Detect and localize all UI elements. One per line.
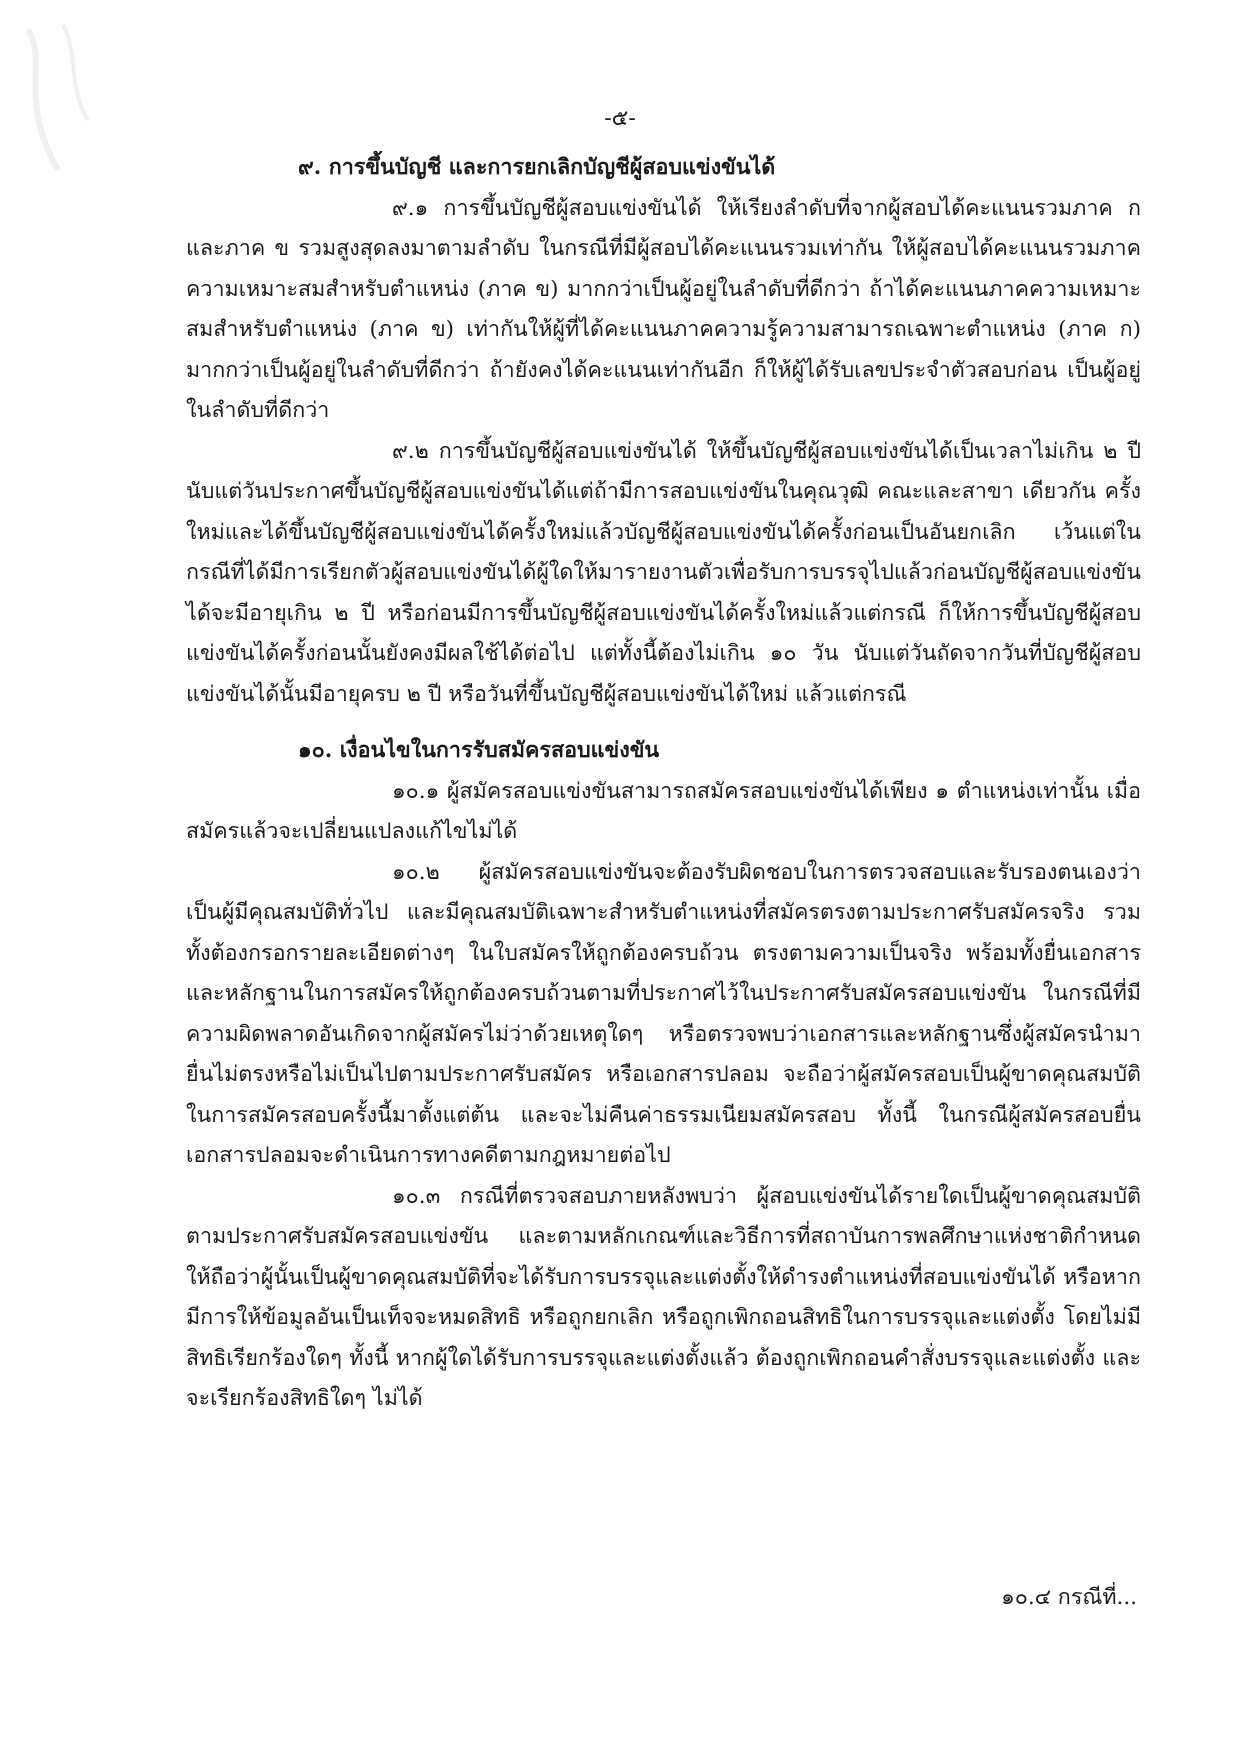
paragraph-10-2: ๑๐.๒ ผู้สมัครสอบแข่งขันจะต้องรับผิดชอบในการตรวจสอบและรับรองตนเองว่าเป็นผู้มีคุณสมบัติทั่วไป และมีคุณสมบัติเฉพาะสำหรับตำแหน่งที่สมัครตรงตามประกาศรับสมัครจริง รวมทั้งต้องกรอกรายละเอียดต่างๆ ในใบสมัครให้ถูกต้องครบถ้วน ตรงตามความเป็นจริง พร้อมทั้งยื่นเอกสารและหลักฐานในการสมัครให้ถูกต้องครบถ้วนตามที่ประกาศไว้ในประกาศรับสมัครสอบแข่งขัน ในกรณีที่มีความผิดพลาดอันเกิดจากผู้สมัครไม่ว่าด้วยเหตุใดๆ หรือตรวจพบว่าเอกสารและหลักฐานซึ่งผู้สมัครนำมายื่นไม่ตรงหรือไม่เป็นไปตามประกาศรับสมัคร หรือเอกสารปลอม จะถือว่าผู้สมัครสอบเป็นผู้ขาดคุณสมบัติในการสมัครสอบครั้งนี้มาตั้งแต่ต้น และจะไม่คืนค่าธรรมเนียมสมัครสอบ ทั้งนี้ ในกรณีผู้สมัครสอบยื่นเอกสารปลอมจะดำเนินการทางคดีตามกฎหมายต่อไป bbox=[186, 859, 1141, 1168]
page-number: -๕- bbox=[604, 106, 636, 131]
section-10 bbox=[186, 731, 1141, 1420]
document-body bbox=[186, 148, 1141, 1420]
section-heading: ๙. การขึ้นบัญชี และการยกเลิกบัญชีผู้สอบแข่งขันได้ bbox=[298, 155, 776, 180]
paragraph-10-1: ๑๐.๑ ผู้สมัครสอบแข่งขันสามารถสมัครสอบแข่งขันได้เพียง ๑ ตำแหน่งเท่านั้น เมื่อสมัครแล้วจะเปลี่ยนแปลงแก้ไขไม่ได้ bbox=[186, 778, 1141, 844]
paragraph-9-1: ๙.๑ การขึ้นบัญชีผู้สอบแข่งขันได้ ให้เรียงลำดับที่จากผู้สอบได้คะแนนรวมภาค ก และภาค ข รวมสูงสุดลงมาตามลำดับ ในกรณีที่มีผู้สอบได้คะแนนรวมเท่ากัน ให้ผู้สอบได้คะแนนรวมภาคความเหมาะสมสำหรับตำแหน่ง (ภาค ข) มากกว่าเป็นผู้อยู่ในลำดับที่ดีกว่า ถ้าได้คะแนนภาคความเหมาะสมสำหรับตำแหน่ง (ภาค ข) เท่ากันให้ผู้ที่ได้คะแนนภาคความรู้ความสามารถเฉพาะตำแหน่ง (ภาค ก) มากกว่าเป็นผู้อยู่ในลำดับที่ดีกว่า ถ้ายังคงได้คะแนนเท่ากันอีก ก็ให้ผู้ได้รับเลขประจำตัวสอบก่อน เป็นผู้อยู่ในลำดับที่ดีกว่า bbox=[186, 195, 1141, 423]
paragraph-9-2: ๙.๒ การขึ้นบัญชีผู้สอบแข่งขันได้ ให้ขึ้นบัญชีผู้สอบแข่งขันได้เป็นเวลาไม่เกิน ๒ ปี นับแต่วันประกาศขึ้นบัญชีผู้สอบแข่งขันได้แต่ถ้ามีการสอบแข่งขันในคุณวุฒิ คณะและสาขา เดียวกัน ครั้งใหม่และได้ขึ้นบัญชีผู้สอบแข่งขันได้ครั้งใหม่แล้วบัญชีผู้สอบแข่งขันได้ครั้งก่อนเป็นอันยกเลิก เว้นแต่ในกรณีที่ได้มีการเรียกตัวผู้สอบแข่งขันได้ผู้ใดให้มารายงานตัวเพื่อรับการบรรจุไปแล้วก่อนบัญชีผู้สอบแข่งขันได้จะมีอายุเกิน ๒ ปี หรือก่อนมีการขึ้นบัญชีผู้สอบแข่งขันได้ครั้งใหม่แล้วแต่กรณี ก็ให้การขึ้นบัญชีผู้สอบแข่งขันได้ครั้งก่อนนั้นยังคงมีผลใช้ได้ต่อไป แต่ทั้งนี้ต้องไม่เกิน ๑๐ วัน นับแต่วันถัดจากวันที่บัญชีผู้สอบแข่งขันได้นั้นมีอายุครบ ๒ ปี หรือวันที่ขึ้นบัญชีผู้สอบแข่งขันได้ใหม่ แล้วแต่กรณี bbox=[186, 438, 1141, 707]
continuation-note: ๑๐.๔ กรณีที่... bbox=[1001, 1585, 1137, 1610]
section-heading: ๑๐. เงื่อนไขในการรับสมัครสอบแข่งขัน bbox=[298, 738, 660, 763]
section-9 bbox=[186, 148, 1141, 715]
section-gap bbox=[186, 715, 1141, 731]
paragraph-10-3: ๑๐.๓ กรณีที่ตรวจสอบภายหลังพบว่า ผู้สอบแข่งขันได้รายใดเป็นผู้ขาดคุณสมบัติตามประกาศรับสมัครสอบแข่งขัน และตามหลักเกณฑ์และวิธีการที่สถาบันการพลศึกษาแห่งชาติกำหนด ให้ถือว่าผู้นั้นเป็นผู้ขาดคุณสมบัติที่จะได้รับการบรรจุและแต่งตั้งให้ดำรงตำแหน่งที่สอบแข่งขันได้ หรือหากมีการให้ข้อมูลอันเป็นเท็จจะหมดสิทธิ หรือถูกยกเลิก หรือถูกเพิกถอนสิทธิในการบรรจุและแต่งตั้ง โดยไม่มีสิทธิเรียกร้องใดๆ ทั้งนี้ หากผู้ใดได้รับการบรรจุและแต่งตั้งแล้ว ต้องถูกเพิกถอนคำสั่งบรรจุและแต่งตั้ง และจะเรียกร้องสิทธิใดๆ ไม่ได้ bbox=[186, 1183, 1141, 1411]
